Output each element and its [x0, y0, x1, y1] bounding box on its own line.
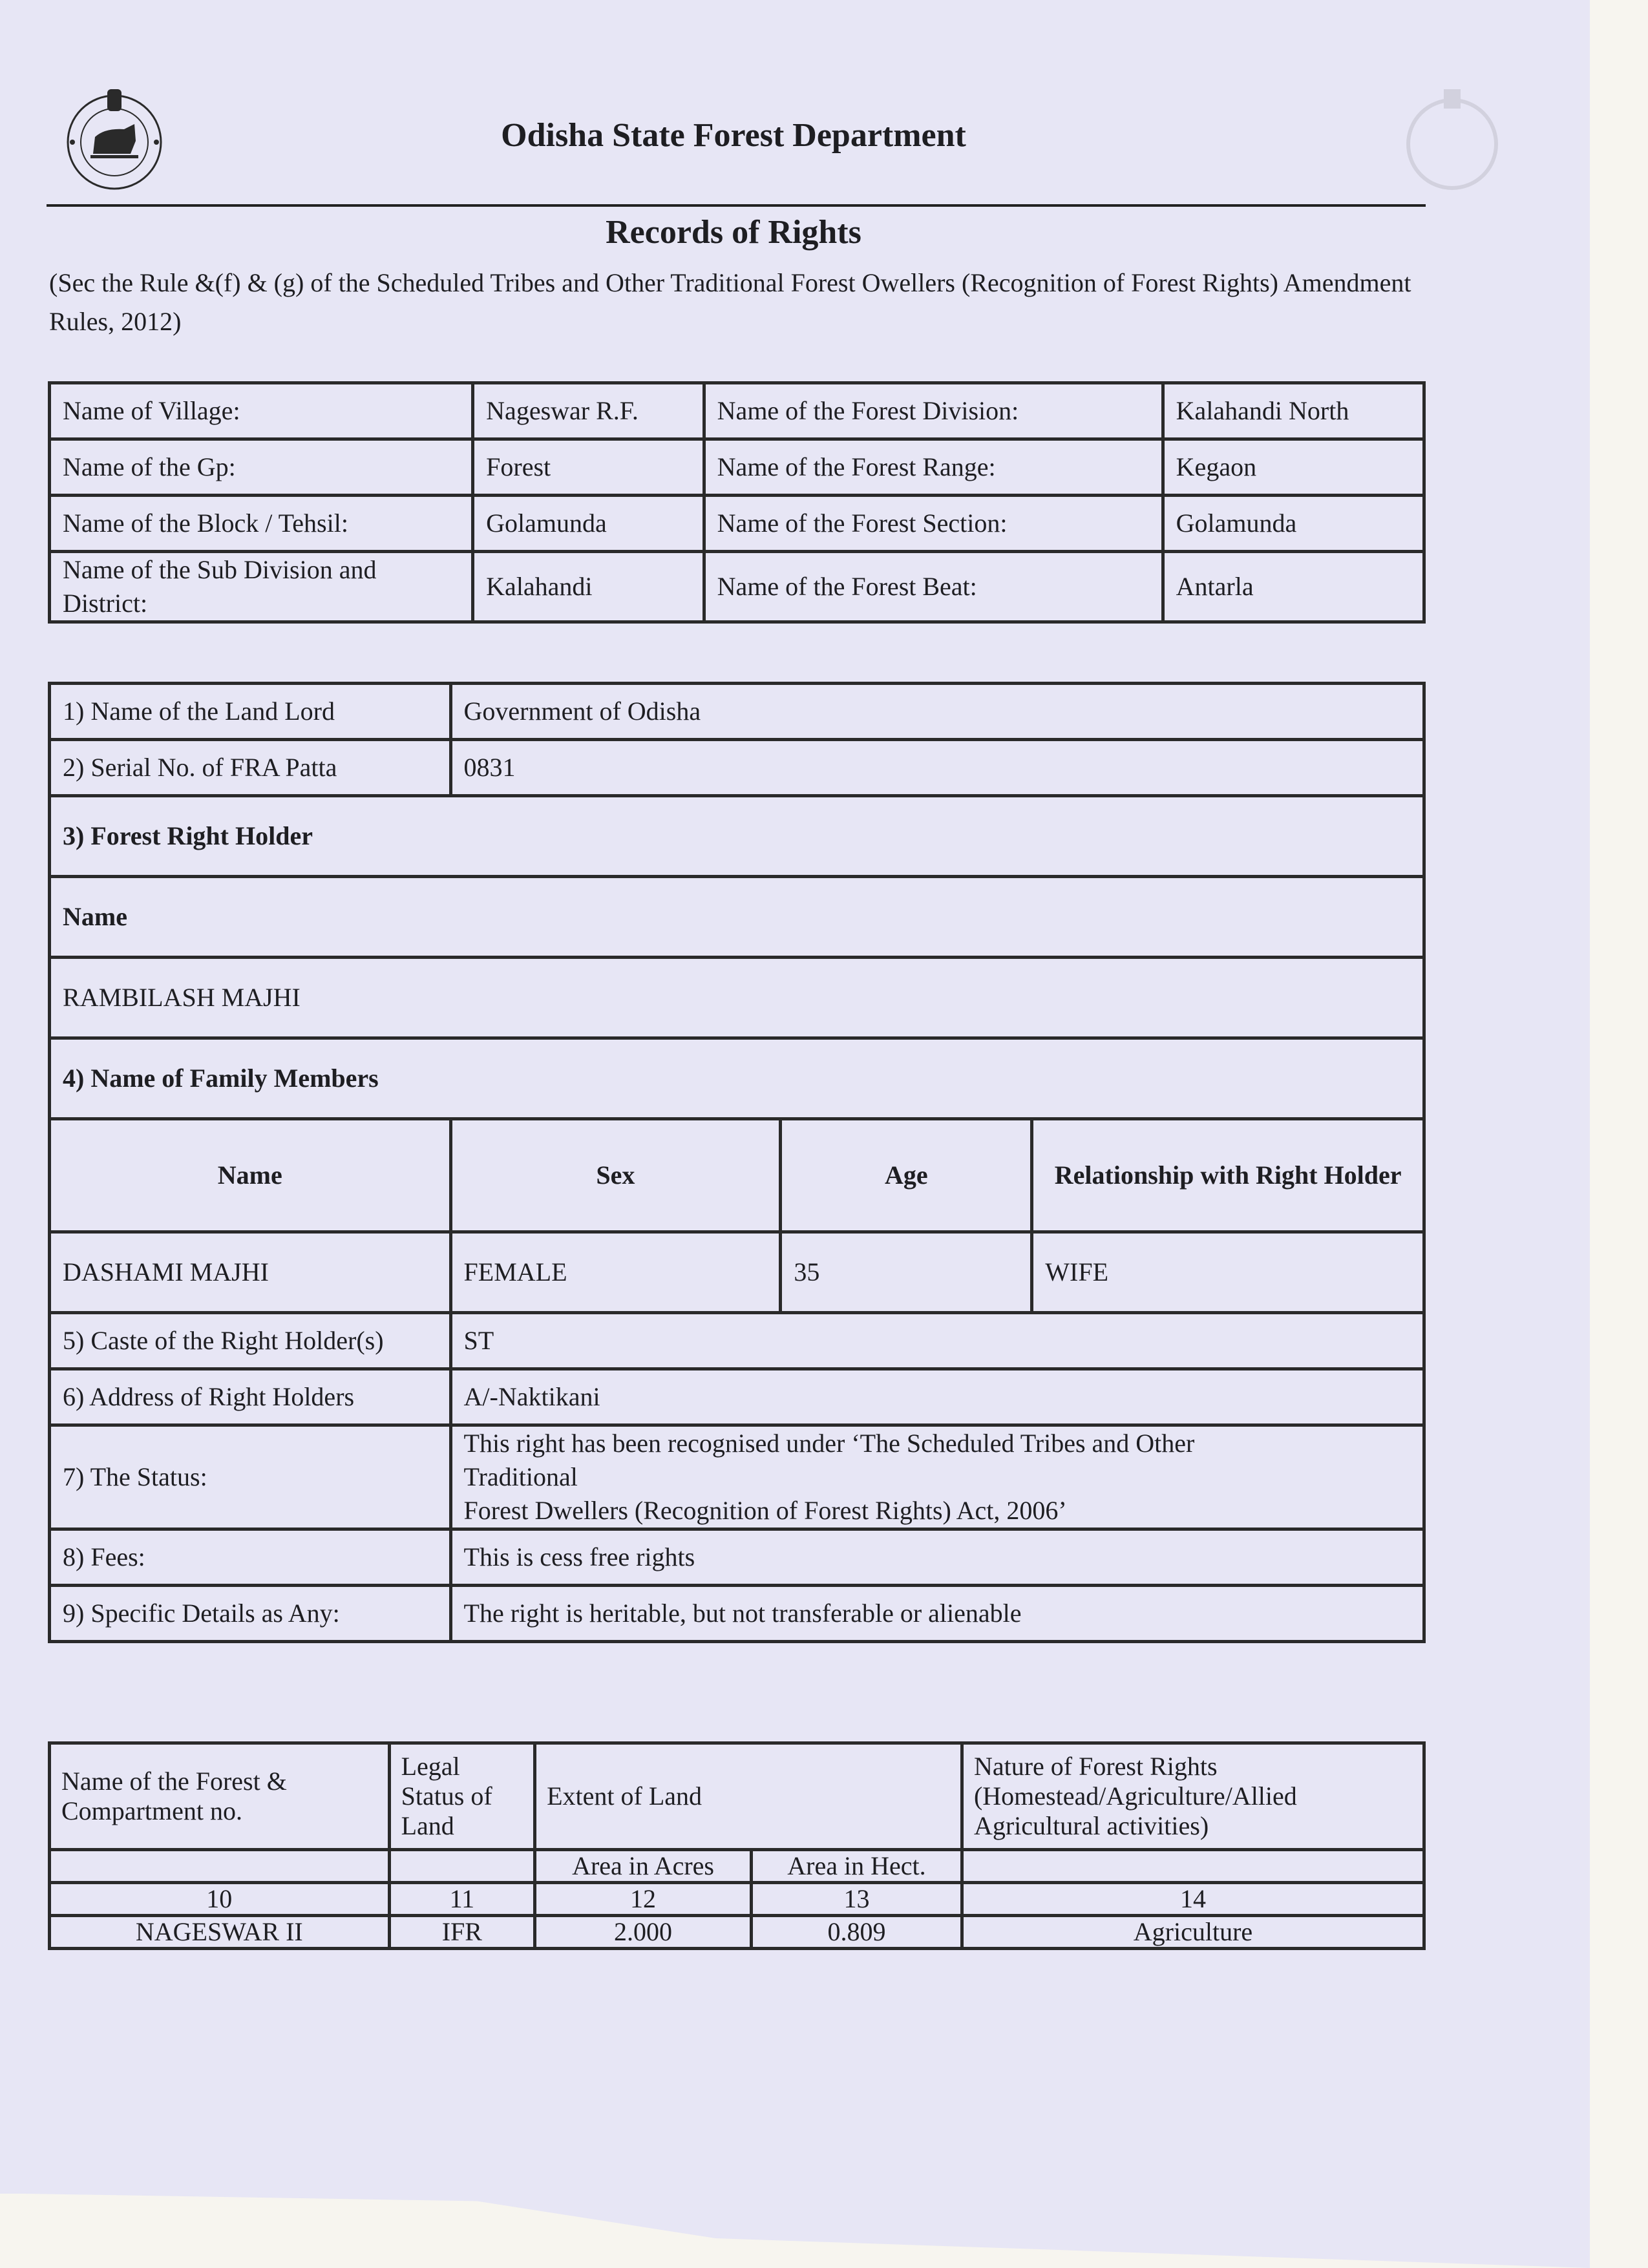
member-relationship: WIFE	[1032, 1232, 1424, 1313]
col-number: 10	[50, 1883, 390, 1916]
table-row	[50, 1313, 1424, 1369]
col-number: 11	[389, 1883, 535, 1916]
member-age: 35	[781, 1232, 1032, 1313]
department-title: Odisha State Forest Department	[501, 117, 966, 154]
member-name: DASHAMI MAJHI	[50, 1232, 451, 1313]
col-number: 13	[752, 1883, 962, 1916]
status-line: This right has been recognised under ‘The Scheduled Tribes and Other	[463, 1429, 1195, 1458]
details-label: 9) Specific Details as Any:	[50, 1586, 451, 1642]
torn-paper-edge	[0, 2194, 1590, 2268]
landlord-value: Government of Odisha	[450, 684, 1424, 740]
holder-heading: 3) Forest Right Holder	[50, 796, 1424, 877]
family-col-relationship: Relationship with Right Holder	[1032, 1119, 1424, 1232]
range-label: Name of the Forest Range:	[704, 439, 1163, 496]
range-value: Kegaon	[1163, 439, 1424, 496]
table-row	[50, 439, 1424, 496]
table-row	[50, 1586, 1424, 1642]
area-hect: 0.809	[752, 1916, 962, 1949]
table-row	[50, 496, 1424, 552]
serial-value: 0831	[450, 740, 1424, 796]
family-member-row	[50, 1232, 1424, 1313]
document-title: Records of Rights	[606, 214, 861, 251]
table-row	[50, 796, 1424, 877]
family-header-row	[50, 1119, 1424, 1232]
village-label: Name of Village:	[50, 383, 473, 439]
family-heading: 4) Name of Family Members	[50, 1038, 1424, 1119]
header-divider	[47, 204, 1426, 207]
table-row	[50, 1425, 1424, 1529]
fees-value: This is cess free rights	[450, 1529, 1424, 1586]
status-label: 7) The Status:	[50, 1425, 451, 1529]
fees-label: 8) Fees:	[50, 1529, 451, 1586]
land-subheader-row	[50, 1850, 1424, 1883]
land-table	[48, 1741, 1426, 1950]
col-nature: Nature of Forest Rights (Homestead/Agriculture/Allied Agricultural activities)	[962, 1743, 1424, 1850]
table-row	[50, 1038, 1424, 1119]
status-line: Traditional	[463, 1462, 578, 1491]
col-forest-name: Name of the Forest & Compartment no.	[50, 1743, 390, 1850]
gp-label: Name of the Gp:	[50, 439, 473, 496]
member-sex: FEMALE	[450, 1232, 781, 1313]
empty-cell	[389, 1850, 535, 1883]
legal-status: IFR	[389, 1916, 535, 1949]
block-value: Golamunda	[473, 496, 704, 552]
division-value: Kalahandi North	[1163, 383, 1424, 439]
forest-name: NAGESWAR II	[50, 1916, 390, 1949]
details-value: The right is heritable, but not transferable or alienable	[450, 1586, 1424, 1642]
land-data-row	[50, 1916, 1424, 1949]
col-extent: Extent of Land	[535, 1743, 962, 1850]
family-col-name: Name	[50, 1119, 451, 1232]
table-row	[50, 1529, 1424, 1586]
family-col-sex: Sex	[450, 1119, 781, 1232]
beat-value: Antarla	[1163, 552, 1424, 622]
beat-label: Name of the Forest Beat:	[704, 552, 1163, 622]
col-legal-status: Legal Status of Land	[389, 1743, 535, 1850]
landlord-label: 1) Name of the Land Lord	[50, 684, 451, 740]
section-value: Golamunda	[1163, 496, 1424, 552]
table-row	[50, 383, 1424, 439]
col-hect: Area in Hect.	[752, 1850, 962, 1883]
table-row	[50, 958, 1424, 1038]
land-number-row	[50, 1883, 1424, 1916]
col-number: 12	[535, 1883, 752, 1916]
col-number: 14	[962, 1883, 1424, 1916]
col-acres: Area in Acres	[535, 1850, 752, 1883]
subdivision-value: Kalahandi	[473, 552, 704, 622]
table-row	[50, 740, 1424, 796]
status-line: Forest Dwellers (Recognition of Forest Rights) Act, 2006’	[463, 1496, 1067, 1525]
block-label: Name of the Block / Tehsil:	[50, 496, 473, 552]
holder-name-value: RAMBILASH MAJHI	[50, 958, 1424, 1038]
document-subtitle: (Sec the Rule &(f) & (g) of the Scheduled Tribes and Other Traditional Forest Owellers (Recognition of Forest Rights) Amendment Rules, 2012)	[49, 268, 1411, 336]
table-row	[50, 552, 1424, 622]
empty-cell	[50, 1850, 390, 1883]
family-col-age: Age	[781, 1119, 1032, 1232]
land-header-row	[50, 1743, 1424, 1850]
section-label: Name of the Forest Section:	[704, 496, 1163, 552]
address-value: A/-Naktikani	[450, 1369, 1424, 1425]
caste-label: 5) Caste of the Right Holder(s)	[50, 1313, 451, 1369]
status-value	[450, 1425, 1424, 1529]
table-row	[50, 877, 1424, 958]
subdivision-label: Name of the Sub Division and District:	[50, 552, 473, 622]
table-row	[50, 1369, 1424, 1425]
table-row	[50, 684, 1424, 740]
area-acres: 2.000	[535, 1916, 752, 1949]
empty-cell	[962, 1850, 1424, 1883]
holder-name-label: Name	[50, 877, 1424, 958]
nature-of-right: Agriculture	[962, 1916, 1424, 1949]
address-label: 6) Address of Right Holders	[50, 1369, 451, 1425]
gp-value: Forest	[473, 439, 704, 496]
village-value: Nageswar R.F.	[473, 383, 704, 439]
rights-table	[48, 682, 1426, 1643]
serial-label: 2) Serial No. of FRA Patta	[50, 740, 451, 796]
caste-value: ST	[450, 1313, 1424, 1369]
division-label: Name of the Forest Division:	[704, 383, 1163, 439]
location-table	[48, 381, 1426, 624]
